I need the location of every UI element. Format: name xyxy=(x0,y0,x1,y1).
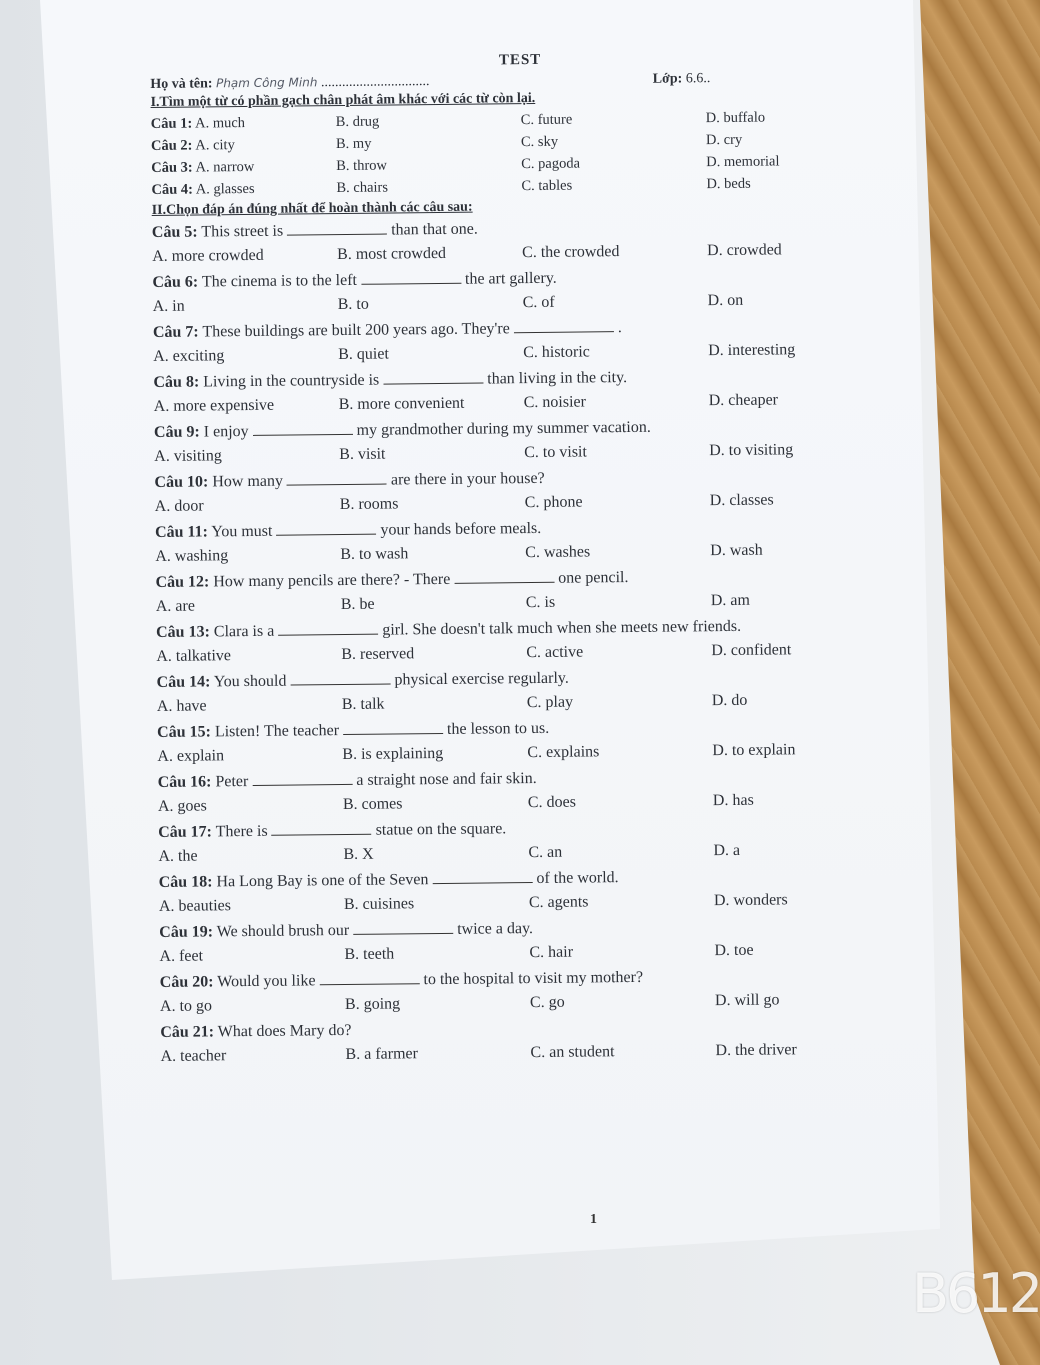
page-number: 1 xyxy=(590,1212,597,1227)
option-c: C. agents xyxy=(528,893,589,912)
question-number: Câu 6: xyxy=(152,273,199,291)
option-a xyxy=(151,133,336,157)
option-a: A. teacher xyxy=(160,1047,227,1065)
option-d: D. am xyxy=(710,591,750,610)
question-text-after: than living in the city. xyxy=(487,369,628,388)
option-d: D. confident xyxy=(711,641,792,660)
option-b: B. to xyxy=(337,295,369,314)
question-text-before: There is xyxy=(215,822,268,841)
class-label: Lớp: xyxy=(652,71,683,87)
option-a: A. visiting xyxy=(154,447,222,465)
option-b: B. a farmer xyxy=(345,1045,419,1064)
option-a: A. to go xyxy=(159,997,213,1015)
question-text-before: We should brush our xyxy=(216,921,350,941)
option-a: A. exciting xyxy=(153,347,225,365)
option-d: D. the driver xyxy=(715,1041,797,1060)
section-2-heading: II.Chọn đáp án đúng nhất để hoàn thành các câu sau: xyxy=(151,199,473,218)
option-c: C. explains xyxy=(527,743,600,762)
option-c: C. noisier xyxy=(523,393,586,412)
option-a: A. the xyxy=(158,847,198,865)
option-b: B. drug xyxy=(335,113,380,131)
question-text-after: girl. She doesn't talk much when she meets new friends. xyxy=(382,617,742,639)
name-label: Họ và tên: xyxy=(150,76,213,92)
question-number: Câu 9: xyxy=(153,423,200,441)
answer-blank xyxy=(272,820,372,836)
question-number: Câu 13: xyxy=(155,623,210,641)
option-b: B. reserved xyxy=(341,645,415,664)
option-b: B. quiet xyxy=(338,345,389,364)
option-c: C. an xyxy=(528,843,563,862)
question-number: Câu 14: xyxy=(156,673,211,691)
option-b: B. rooms xyxy=(339,495,399,514)
question-number: Câu 15: xyxy=(157,723,211,741)
document-title: TEST xyxy=(498,51,542,69)
option-b: B. going xyxy=(344,995,401,1014)
option-a: A. are xyxy=(155,597,195,615)
question-number: Câu 18: xyxy=(158,873,213,891)
answer-blank xyxy=(514,317,614,333)
option-b: B. throw xyxy=(336,157,388,175)
option-d: D. has xyxy=(712,791,754,810)
option-d: D. classes xyxy=(709,491,774,510)
name-dots: ............................... xyxy=(320,74,430,91)
question-number: Câu 21: xyxy=(160,1023,215,1041)
question-number: Câu 17: xyxy=(158,823,213,841)
question-number: Câu 7: xyxy=(152,323,199,341)
answer-blank xyxy=(276,520,376,536)
option-c: C. go xyxy=(529,993,565,1012)
option-d: D. buffalo xyxy=(705,109,766,127)
question-text-before: These buildings are built 200 years ago. They're xyxy=(202,320,510,341)
question-number: Câu 12: xyxy=(155,573,210,591)
question-text-after: a straight nose and fair skin. xyxy=(356,769,537,789)
question-text-before: Clara is a xyxy=(213,622,275,641)
option-d: D. a xyxy=(713,841,741,860)
question-text-before: Peter xyxy=(215,773,249,791)
answer-blank xyxy=(253,420,353,436)
option-d: D. crowded xyxy=(707,241,782,260)
option-d: D. to explain xyxy=(712,741,796,760)
option-c: C. is xyxy=(525,593,556,612)
option-b: B. more convenient xyxy=(338,394,465,414)
question-text-after: the lesson to us. xyxy=(446,719,550,738)
question-text-after: than that one. xyxy=(391,220,478,239)
option-d: D. interesting xyxy=(708,341,796,360)
option-b: B. to wash xyxy=(340,545,409,564)
question-label: Câu 1: xyxy=(150,115,193,132)
question-text-after: twice a day. xyxy=(457,920,534,938)
option-a: A. washing xyxy=(155,547,229,565)
question-text-after: physical exercise regularly. xyxy=(394,669,569,689)
question-text-before: Listen! The teacher xyxy=(214,722,340,741)
question-text-after: of the world. xyxy=(536,869,619,887)
question-text-before: Living in the countryside is xyxy=(203,371,380,391)
option-b: B. my xyxy=(335,135,372,153)
option-c: C. pagoda xyxy=(521,155,581,173)
question-text-before: Ha Long Bay is one of the Seven xyxy=(216,871,429,891)
question-text-after: one pencil. xyxy=(558,569,629,587)
question-text-after: the art gallery. xyxy=(464,269,557,288)
option-d: D. cry xyxy=(705,131,743,149)
answer-blank xyxy=(290,670,390,686)
option-a xyxy=(151,111,336,135)
test-document xyxy=(150,44,901,1069)
question-text-before: Would you like xyxy=(217,972,316,991)
option-a: A. more crowded xyxy=(152,246,264,265)
question-text-before: How many pencils are there? - There xyxy=(213,570,451,591)
class-line xyxy=(653,71,711,88)
option-d: D. will go xyxy=(714,991,780,1010)
question-text-after: . xyxy=(617,319,622,337)
option-a-text: A. narrow xyxy=(195,158,255,176)
question-text-before: The cinema is to the left xyxy=(201,271,358,291)
option-d: D. beds xyxy=(706,175,751,193)
option-a-text: A. city xyxy=(195,137,235,154)
answer-blank xyxy=(361,269,461,285)
answer-blank xyxy=(432,868,532,884)
option-c: C. to visit xyxy=(524,443,587,462)
answer-blank xyxy=(383,369,483,385)
option-b: B. teeth xyxy=(344,945,395,964)
option-c: C. an student xyxy=(530,1043,615,1062)
option-c: C. of xyxy=(522,293,555,312)
pronunciation-questions xyxy=(151,105,892,201)
option-d: D. cheaper xyxy=(708,391,779,410)
option-b: B. X xyxy=(343,845,374,864)
question-text-after: my grandmother during my summer vacation. xyxy=(356,418,651,439)
option-b: B. chairs xyxy=(336,179,389,197)
question-number: Câu 16: xyxy=(157,773,212,791)
question-text-after: to the hospital to visit my mother? xyxy=(423,968,644,989)
answer-blank xyxy=(343,719,443,735)
question-number: Câu 10: xyxy=(154,473,209,491)
question-label: Câu 4: xyxy=(151,181,194,198)
question-label: Câu 3: xyxy=(151,159,193,176)
class-value: 6.6.. xyxy=(685,71,711,87)
option-a-text: A. glasses xyxy=(195,180,255,198)
option-a: A. more expensive xyxy=(153,396,275,415)
option-c: C. does xyxy=(527,793,576,812)
option-c: C. the crowded xyxy=(522,243,620,262)
answer-blank xyxy=(278,620,378,636)
question-text-before: What does Mary do? xyxy=(217,1021,352,1041)
question-text-after: are there in your house? xyxy=(390,469,545,489)
option-b: B. is explaining xyxy=(342,744,444,764)
name-value: Phạm Công Minh xyxy=(215,75,318,91)
question-text-after: statue on the square. xyxy=(375,820,507,839)
question-number: Câu 20: xyxy=(159,973,214,991)
option-a: A. explain xyxy=(157,747,225,765)
option-c: C. sky xyxy=(520,133,559,151)
option-a: A. talkative xyxy=(156,647,232,665)
option-a: A. in xyxy=(152,297,185,315)
question-number: Câu 5: xyxy=(151,223,198,241)
option-d: D. memorial xyxy=(706,153,780,171)
option-a: A. feet xyxy=(159,947,204,965)
option-b: B. visit xyxy=(339,445,386,464)
option-a: A. beauties xyxy=(158,897,232,915)
name-line xyxy=(150,74,429,93)
option-a: A. goes xyxy=(157,797,207,815)
question-text-before: This street is xyxy=(201,222,284,241)
option-c: C. active xyxy=(526,643,584,662)
option-c: C. historic xyxy=(523,343,590,362)
question-text-after: your hands before meals. xyxy=(380,519,542,539)
option-d: D. to visiting xyxy=(709,441,794,460)
question-number: Câu 8: xyxy=(153,373,200,391)
section-1-heading: I.Tìm một từ có phần gạch chân phát âm khác với các từ còn lại. xyxy=(150,90,536,110)
camera-watermark: B612 xyxy=(912,1262,1040,1325)
option-b: B. cuisines xyxy=(343,895,415,914)
multiple-choice-questions xyxy=(152,213,901,1069)
option-c: C. play xyxy=(526,693,574,712)
option-d: D. toe xyxy=(714,941,754,960)
answer-blank xyxy=(287,220,387,236)
question-number: Câu 19: xyxy=(159,923,214,941)
option-c: C. tables xyxy=(521,177,573,195)
answer-blank xyxy=(287,470,387,486)
option-d: D. do xyxy=(711,691,748,710)
option-d: D. on xyxy=(707,291,744,310)
option-b: B. comes xyxy=(342,795,403,814)
answer-blank xyxy=(353,919,453,935)
answer-blank xyxy=(252,770,352,786)
question-text-before: How many xyxy=(212,472,284,491)
option-a: A. have xyxy=(156,697,207,715)
question-number: Câu 11: xyxy=(154,523,209,541)
question-text-before: You must xyxy=(211,522,273,541)
option-c: C. hair xyxy=(529,943,574,962)
option-d: D. wonders xyxy=(713,891,788,910)
option-a xyxy=(151,155,336,179)
option-b: B. be xyxy=(340,595,375,614)
question-text-before: I enjoy xyxy=(203,422,249,441)
option-c: C. future xyxy=(520,111,573,129)
answer-blank xyxy=(454,568,554,584)
option-a-text: A. much xyxy=(194,115,246,132)
question-text-before: You should xyxy=(213,672,287,691)
option-a xyxy=(151,177,336,201)
option-b: B. most crowded xyxy=(337,244,447,264)
question-label: Câu 2: xyxy=(150,137,193,154)
option-c: C. washes xyxy=(525,543,591,562)
answer-blank xyxy=(319,969,419,985)
option-d: D. wash xyxy=(710,541,763,560)
option-b: B. talk xyxy=(341,695,385,714)
option-a: A. door xyxy=(154,497,204,515)
option-c: C. phone xyxy=(524,493,583,512)
